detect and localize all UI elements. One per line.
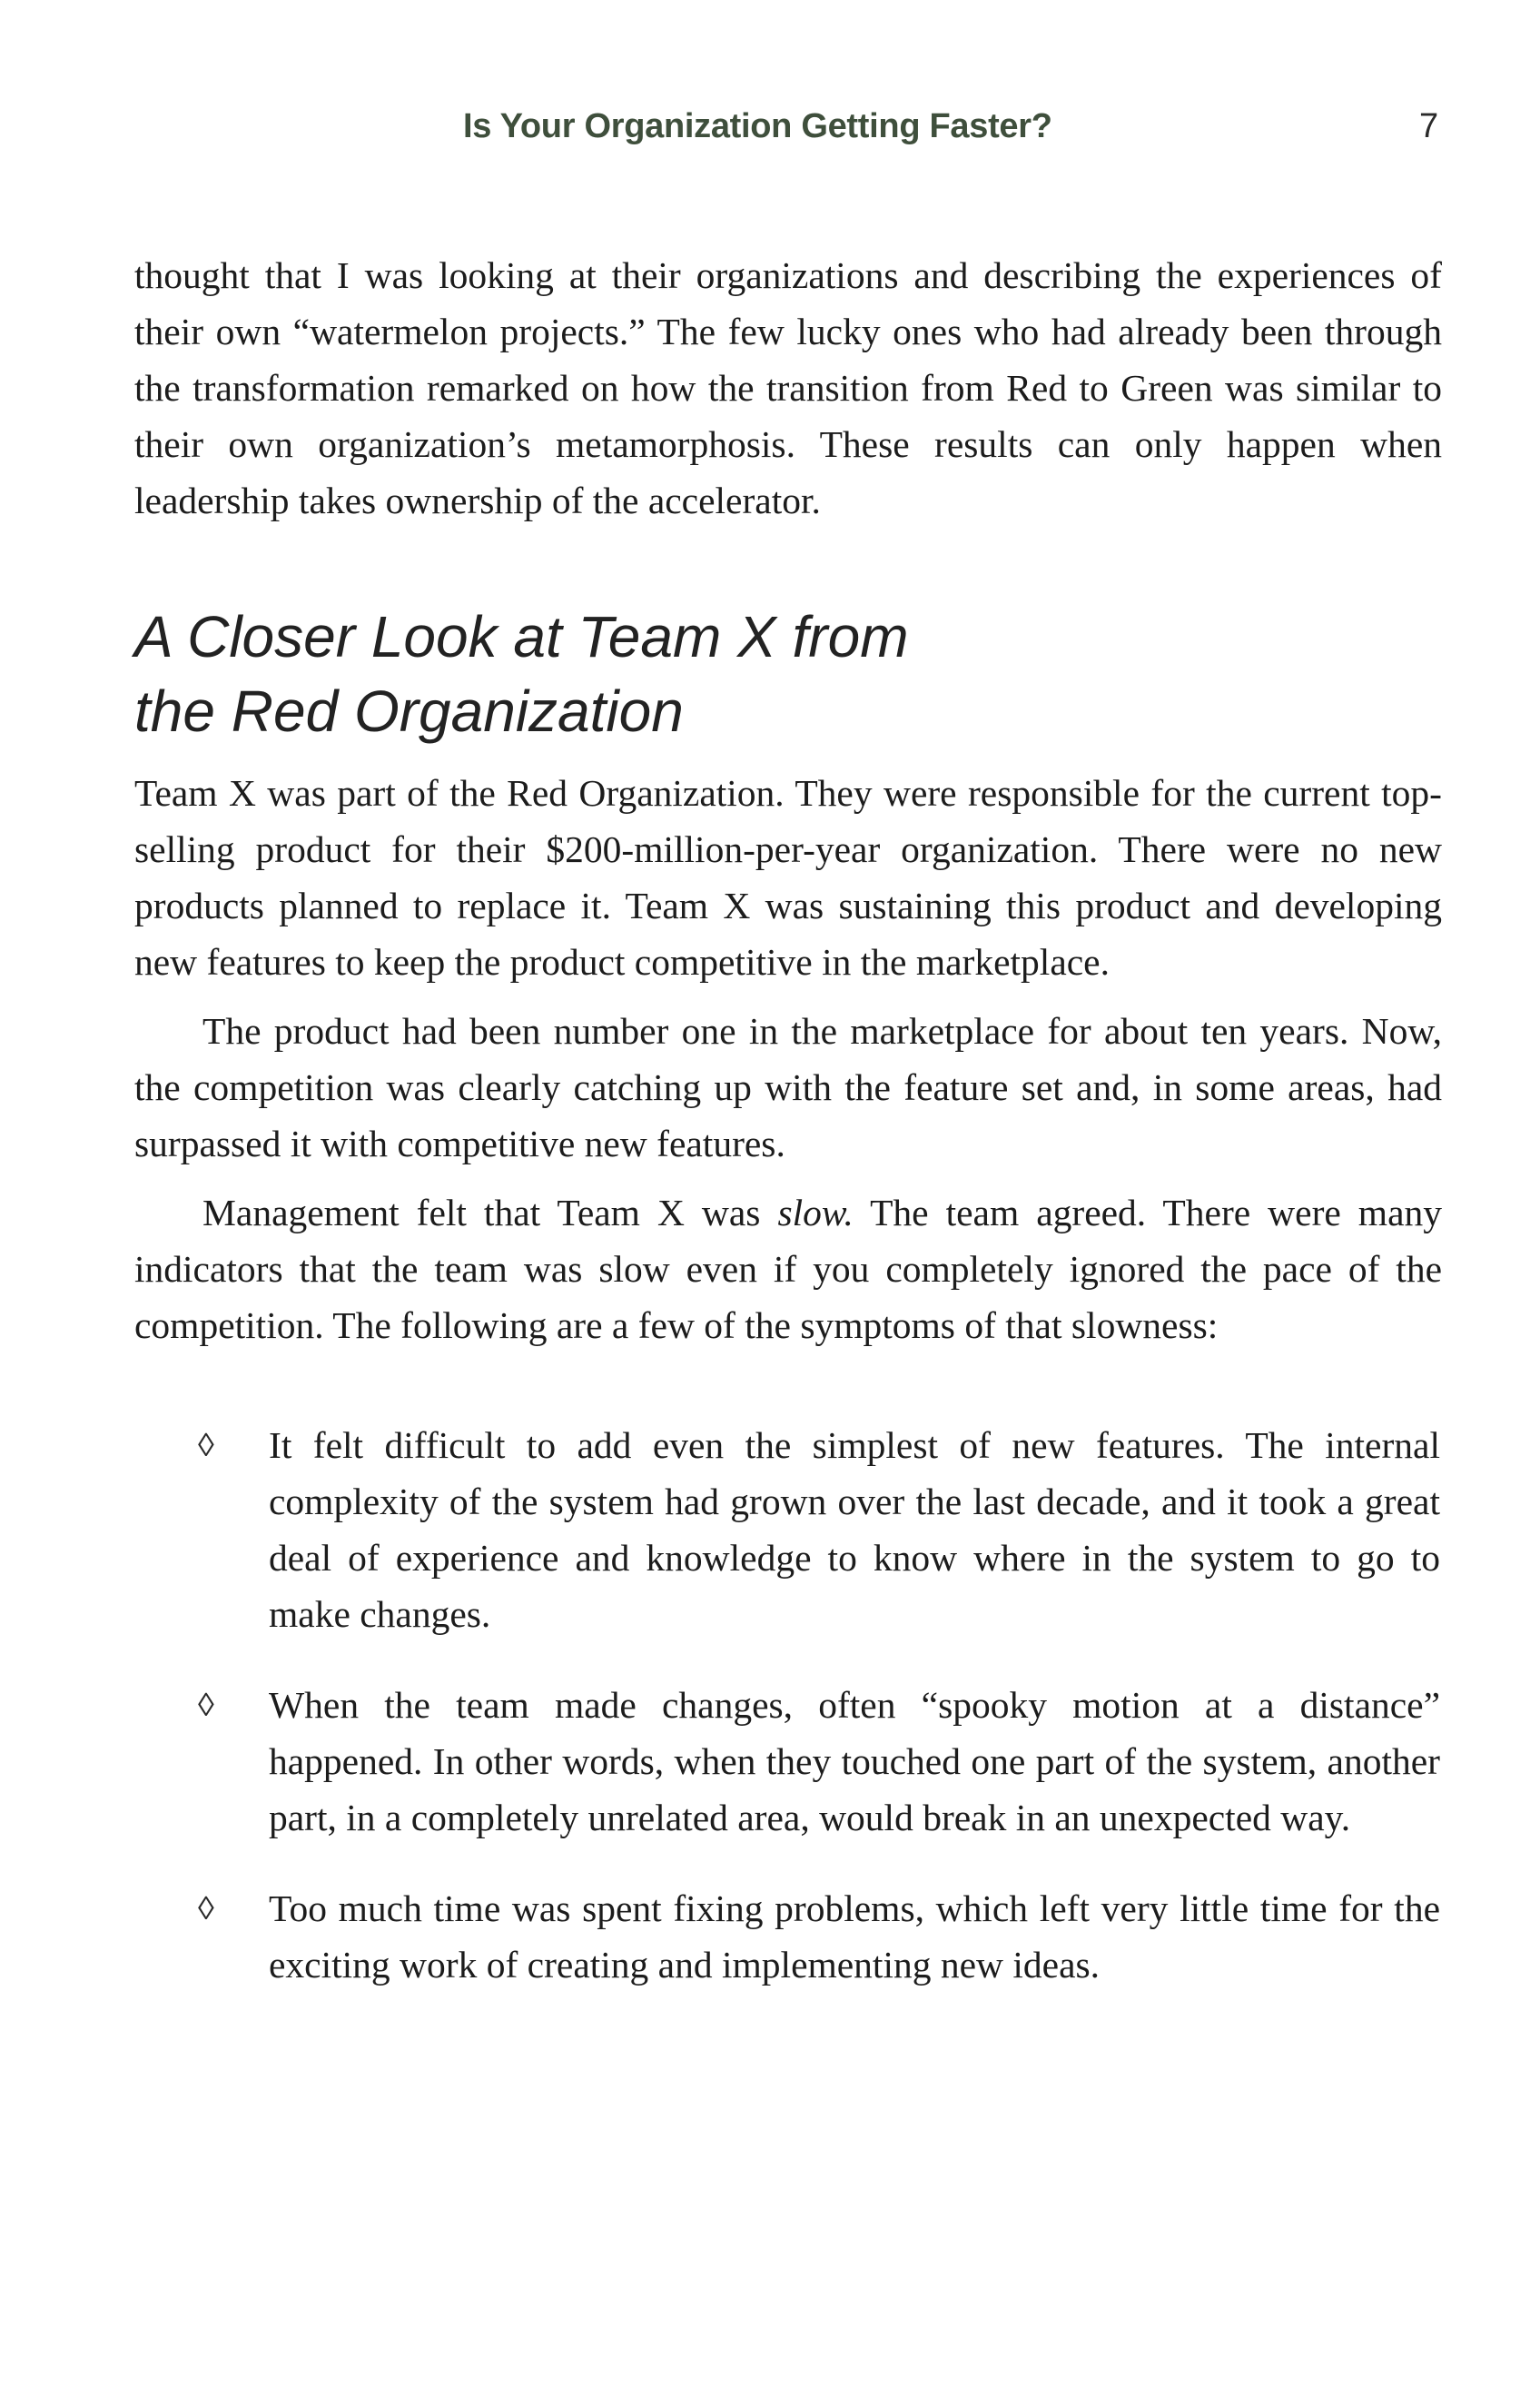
list-item-text: When the team made changes, often “spooky motion at a distance” happened. In other words, when they touched one part of the system, another part, in a completely unrelated area, would break in an unexpected way. [269, 1684, 1440, 1838]
running-head [0, 107, 1540, 162]
list-item [134, 1880, 1442, 1993]
body-paragraph-3 [134, 1184, 1442, 1353]
section-heading [134, 599, 1042, 748]
body-paragraph-2: The product had been number one in the marketplace for about ten years. Now, the competition was clearly catching up with the feature set and, in some areas, had surpassed it with competitive new features. [134, 1010, 1442, 1164]
running-title: Is Your Organization Getting Faster? [463, 107, 1052, 145]
list-item [134, 1417, 1442, 1642]
diamond-bullet-icon: ◊ [198, 1427, 214, 1463]
body-paragraph-1: Team X was part of the Red Organization. They were responsible for the current top-selling product for their $200-million-per-year organization. There were no new products planned to replace it. Team X was sustaining this product and developing new features to keep the product competitive in the marketplace. [134, 772, 1442, 983]
diamond-bullet-icon: ◊ [198, 1890, 214, 1927]
section-heading-line-1: A Closer Look at Team X from [134, 604, 909, 669]
section-heading-line-2: the Red Organization [134, 679, 684, 744]
diamond-bullet-icon: ◊ [198, 1687, 214, 1723]
list-item [134, 1677, 1442, 1846]
list-item-text: Too much time was spent fixing problems, which left very little time for the exciting work of creating and implementing new ideas. [269, 1887, 1440, 1986]
intro-paragraph: thought that I was looking at their organizations and describing the experiences of their own “watermelon projects.” The few lucky ones who had already been through the transformation remarked on how the transition from Red to Green was similar to their own organization’s metamorphosis. These results can only happen when leadership takes ownership of the accelerator. [134, 254, 1442, 521]
symptom-list [134, 1417, 1442, 1993]
body-paragraph-3-start: Management felt that Team X was [202, 1192, 778, 1233]
list-item-text: It felt difficult to add even the simplest of new features. The internal complexity of the system had grown over the last decade, and it took a great deal of experience and knowledge to know where in the system to go to make changes. [269, 1424, 1440, 1635]
page-number: 7 [1419, 107, 1439, 145]
emphasis-slow: slow. [777, 1192, 854, 1233]
body-paragraph-3-end: The team agreed. There were many indicators that the team was slow even if you completely ignored the pace of the competition. The following are a few of the symptoms of that slowness: [134, 1192, 1442, 1346]
page-content [134, 247, 1442, 2027]
